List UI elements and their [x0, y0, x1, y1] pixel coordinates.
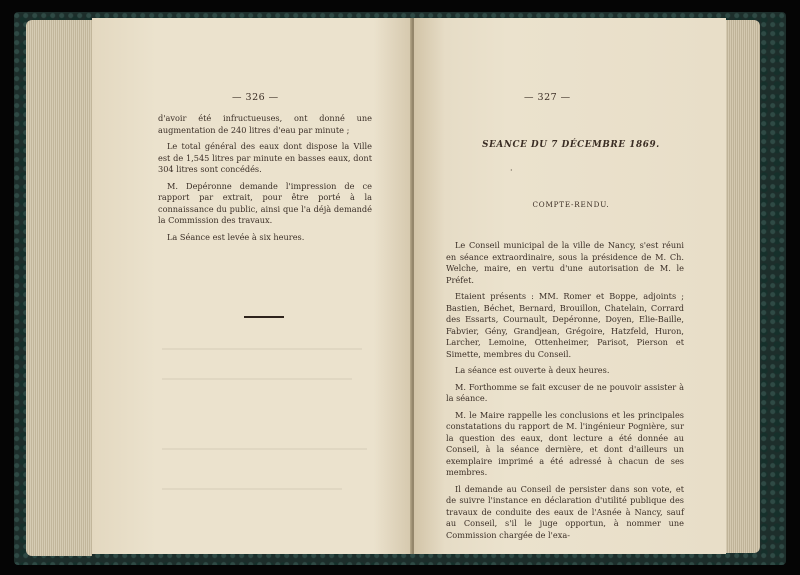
paragraph: Etaient présents : MM. Romer et Boppe, adjoints ; Bastien, Béchet, Bernard, Brouillon, Chatelain, Corrard des Essarts, Cournault, Depéronne, Doyen, Elie-Baille, Fabvier, Gény, Grandjean, Grégoire, Hatzfeld, Huron, Larcher, Lemoine, Ottenheimer, Parisot, Pierson et Simette, membres du Conseil.: [446, 291, 684, 359]
show-through: [162, 378, 352, 380]
paragraph: M. le Maire rappelle les conclusions et les principales constatations du rapport de M. l'ingénieur Pognière, sur la question des eaux, dont lecture a été donnée au Conseil, à la séance dernière, et dont d'ailleurs un exemplaire imprimé a été adressé à chacun de ses membres.: [446, 409, 684, 477]
left-text-block: [158, 113, 372, 248]
section-heading: COMPTE-RENDU.: [532, 200, 610, 209]
show-through: [162, 488, 342, 490]
show-through: [162, 448, 367, 450]
dot-mark: ·: [510, 166, 513, 175]
session-title: SEANCE DU 7 DÉCEMBRE 1869.: [482, 140, 660, 150]
paragraph: M. Forthomme se fait excuser de ne pouvoir assister à la séance.: [446, 381, 684, 403]
show-through: [162, 348, 362, 350]
left-page: [92, 18, 412, 554]
page-number: — 326 —: [232, 92, 279, 103]
page-edges-left: [26, 20, 92, 556]
right-page: [414, 18, 726, 554]
paragraph: La Séance est levée à six heures.: [167, 231, 305, 242]
end-rule: [244, 316, 284, 318]
paragraph: M. Depéronne demande l'impression de ce rapport par extrait, pour être porté à la connaissance du public, ainsi que l'a déjà demandé la Commission des travaux.: [158, 180, 372, 225]
paragraph: La séance est ouverte à deux heures.: [455, 365, 610, 375]
paragraph: Le Conseil municipal de la ville de Nancy, s'est réuni en séance extraordinaire, sous la présidence de M. Ch. Welche, maire, en vertu d'une autorisation de M. le Préfet.: [446, 240, 684, 285]
paragraph: Il demande au Conseil de persister dans son vote, et de suivre l'instance en déclaration d'utilité publique des travaux de conduite des eaux de l'Asnée à Nancy, sauf au Conseil, s'il le juge opportun, à nommer une Commission chargée de l'exa-: [446, 483, 684, 540]
page-edges-right: [724, 20, 760, 553]
paragraph: d'avoir été infructueuses, ont donné une augmentation de 240 litres d'eau par minute ;: [158, 113, 372, 135]
paragraph: Le total général des eaux dont dispose la Ville est de 1,545 litres par minute en basses eaux, dont 304 litres sont concédés.: [158, 141, 372, 174]
right-text-block: [446, 240, 684, 546]
page-number: — 327 —: [524, 92, 571, 103]
